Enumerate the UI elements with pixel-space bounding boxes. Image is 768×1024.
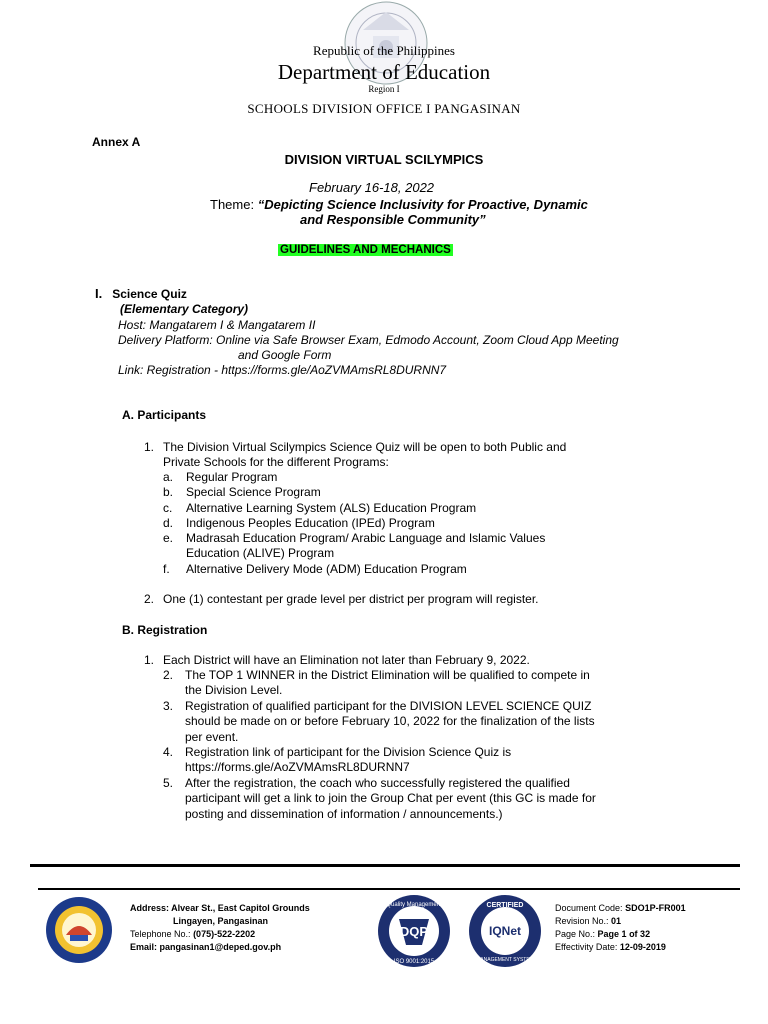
effectivity-date: [555, 941, 686, 954]
region-line: Region I: [368, 84, 400, 94]
theme-text-2: and Responsible Community”: [300, 212, 486, 227]
annex-label: Annex A: [92, 135, 141, 149]
badge-management-text: MANAGEMENT SYSTEM: [476, 957, 534, 963]
quality-management-badge: [373, 893, 455, 969]
program-letter: b.: [163, 485, 174, 500]
event-date: February 16-18, 2022: [309, 180, 435, 195]
telephone-label: Telephone No.:: [130, 929, 191, 939]
badge-certified-text: CERTIFIED: [486, 902, 524, 909]
program-text: Alternative Delivery Mode (ADM) Education Program: [186, 561, 467, 576]
registration-item-line: Each District will have an Elimination not later than February 9, 2022.: [163, 653, 530, 667]
registration-item-line: After the registration, the coach who successfully registered the qualified: [185, 776, 570, 790]
badge-iso-text: ISO 9001:2015: [393, 959, 435, 965]
registration-link-line: Link: Registration - https://forms.gle/AoZVMAmsRL8DURNN7: [118, 363, 447, 377]
iqnet-certified-badge: [466, 893, 544, 969]
footer-address-block: [130, 902, 310, 954]
guidelines-heading: GUIDELINES AND MECHANICS: [280, 244, 451, 256]
division-office-seal-logo: [44, 895, 114, 965]
theme-label: Theme:: [210, 197, 255, 212]
program-text: Madrasah Education Program/ Arabic Language and Islamic Values: [186, 531, 546, 546]
registration-heading: B. Registration: [122, 623, 208, 637]
footer-address: Address: Alvear St., East Capitol Grounds: [130, 903, 310, 913]
document-code-label: Document Code:: [555, 903, 623, 913]
registration-item-line: The TOP 1 WINNER in the District Elimination will be qualified to compete in: [185, 668, 590, 682]
footer-divider-thick: [30, 864, 740, 867]
revision-number: [555, 915, 686, 928]
department-name: Department of Education: [277, 60, 491, 84]
program-text: Special Science Program: [186, 485, 321, 500]
registration-item-line: participant will get a link to join the Group Chat per event (this GC is made for: [185, 791, 596, 806]
registration-item-number: 1.: [144, 653, 155, 667]
theme-text-1: “Depicting Science Inclusivity for Proactive, Dynamic: [257, 197, 588, 212]
footer-divider-thin: [38, 888, 740, 890]
participants-item-1-line-1: The Division Virtual Scilympics Science Quiz will be open to both Public and: [163, 440, 567, 454]
footer-telephone: [130, 928, 310, 941]
program-text: Alternative Learning System (ALS) Education Program: [186, 500, 477, 515]
registration-item-line: should be made on or before February 10, 2022 for the finalization of the lists: [185, 714, 595, 729]
registration-item-number: 3.: [163, 699, 174, 713]
platform-line-1: Delivery Platform: Online via Safe Browser Exam, Edmodo Account, Zoom Cloud App Meeting: [118, 333, 619, 347]
program-letter: a.: [163, 470, 174, 484]
program-letter: e.: [163, 531, 174, 546]
registration-item-line: https://forms.gle/AoZVMAmsRL8DURNN7: [185, 760, 410, 775]
program-item: [163, 531, 545, 546]
program-item: [163, 470, 545, 485]
document-title: DIVISION VIRTUAL SCILYMPICS: [284, 152, 484, 167]
platform-line-2: and Google Form: [238, 348, 332, 362]
program-letter: c.: [163, 500, 173, 515]
revision-label: Revision No.:: [555, 916, 609, 926]
telephone-number: (075)-522-2202: [193, 929, 256, 939]
registration-item-line: per event.: [185, 729, 239, 744]
registration-item-line: Registration of qualified participant for the DIVISION LEVEL SCIENCE QUIZ: [185, 699, 592, 713]
badge-iqnet-text: IQNet: [488, 924, 522, 938]
registration-item-line: posting and dissemination of information / announcements.): [185, 806, 503, 821]
registration-item-number: 4.: [163, 745, 174, 759]
badge-ring-text: Quality Management: [386, 902, 442, 908]
document-code: [555, 902, 686, 915]
registration-item-number: 5.: [163, 776, 174, 790]
program-item: [163, 516, 545, 531]
effectivity-value: 12-09-2019: [619, 942, 666, 952]
section-title: Science Quiz: [112, 287, 187, 301]
participants-item-2-number: 2.: [144, 592, 155, 606]
office-name: SCHOOLS DIVISION OFFICE I PANGASINAN: [247, 101, 521, 116]
section-heading: [95, 286, 187, 301]
badge-dqp-text: DQP: [399, 924, 429, 939]
registration-item-2: [163, 668, 590, 699]
footer-address-city: Lingayen, Pangasinan: [173, 916, 269, 926]
registration-item-1: [144, 653, 530, 667]
registration-item-5: [163, 776, 596, 822]
footer-email: Email: pangasinan1@deped.gov.ph: [130, 942, 282, 952]
document-control-block: [555, 902, 686, 954]
host-line: Host: Mangatarem I & Mangatarem II: [118, 318, 316, 332]
category-line: (Elementary Category): [120, 302, 249, 316]
effectivity-label: Effectivity Date:: [555, 942, 618, 952]
participants-item-2: One (1) contestant per grade level per district per program will register.: [163, 592, 539, 606]
program-text: Indigenous Peoples Education (IPEd) Program: [186, 515, 435, 530]
republic-line: Republic of the Philippines: [313, 43, 455, 58]
program-letter: f.: [163, 561, 170, 576]
page-number: [555, 928, 686, 941]
registration-item-line: Registration link of participant for the Division Science Quiz is: [185, 745, 512, 759]
participants-item-1-number: 1.: [144, 440, 155, 454]
participants-item-1-line-2: Private Schools for the different Programs:: [163, 455, 389, 469]
program-item: [163, 485, 545, 500]
program-item: [163, 562, 545, 577]
program-text: Regular Program: [186, 470, 278, 484]
revision-value: 01: [611, 916, 622, 926]
program-item: [163, 546, 545, 561]
program-item: [163, 501, 545, 516]
page-value: Page 1 of 32: [597, 929, 651, 939]
document-code-value: SDO1P-FR001: [625, 903, 686, 913]
theme-line-1: [210, 197, 588, 212]
registration-item-line: the Division Level.: [185, 683, 283, 698]
registration-item-4: [163, 745, 512, 776]
page-label: Page No.:: [555, 929, 596, 939]
participants-heading: A. Participants: [122, 408, 207, 422]
section-numeral: I.: [95, 286, 103, 301]
program-letter: d.: [163, 515, 174, 530]
program-text: Education (ALIVE) Program: [186, 546, 335, 561]
registration-item-number: 2.: [163, 668, 174, 682]
registration-item-3: [163, 699, 595, 745]
program-list: [163, 470, 545, 577]
